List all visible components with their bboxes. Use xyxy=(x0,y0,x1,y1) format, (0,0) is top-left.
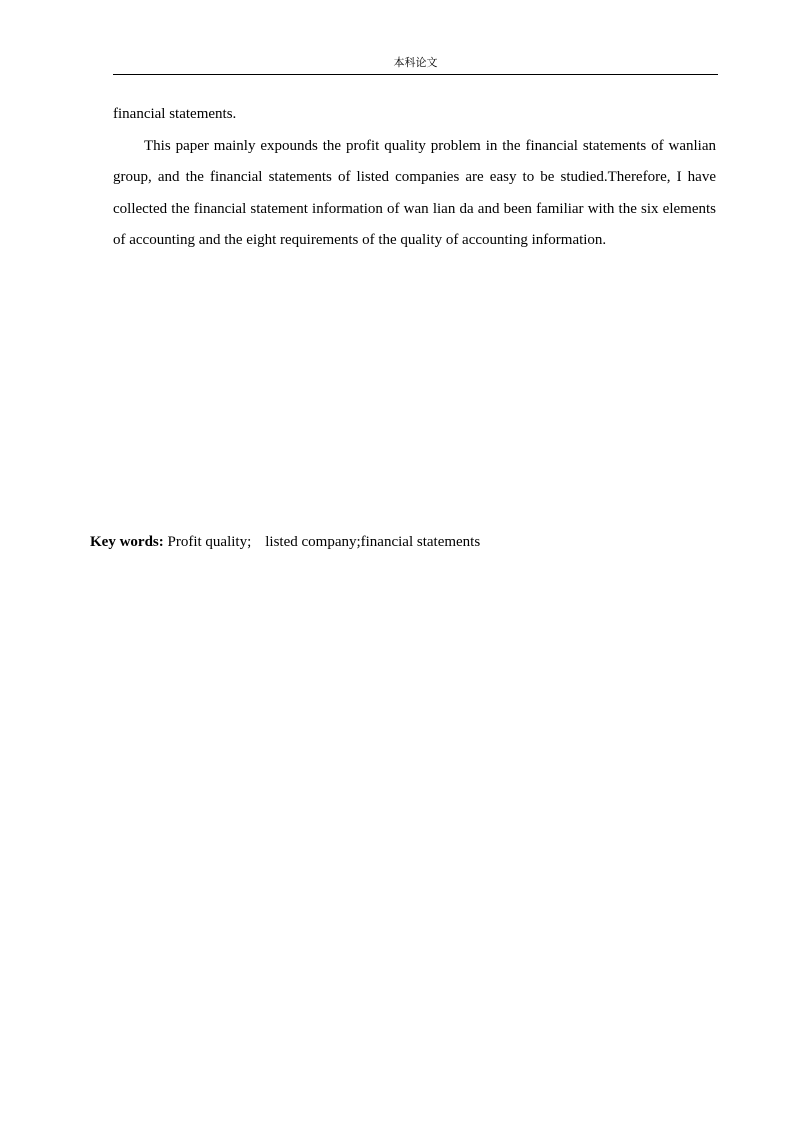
abstract-body xyxy=(113,99,716,257)
paragraph-main: This paper mainly expounds the profit quality problem in the financial statements of wanlian group, and the financial statements of listed companies are easy to be studied.Therefore, I have collected the financial statement information of wan lian da and been familiar with the six elements of accounting and the eight requirements of the quality of accounting information. xyxy=(113,137,716,248)
keyword-item: listed company;financial statements xyxy=(265,534,481,550)
page-header xyxy=(113,56,718,75)
keywords-line xyxy=(90,531,710,553)
header-title: 本科论文 xyxy=(393,57,438,69)
paragraph-continuation: financial statements. xyxy=(113,106,237,122)
keywords-label: Key words: xyxy=(90,534,164,550)
keyword-item: Profit quality; xyxy=(167,534,252,550)
